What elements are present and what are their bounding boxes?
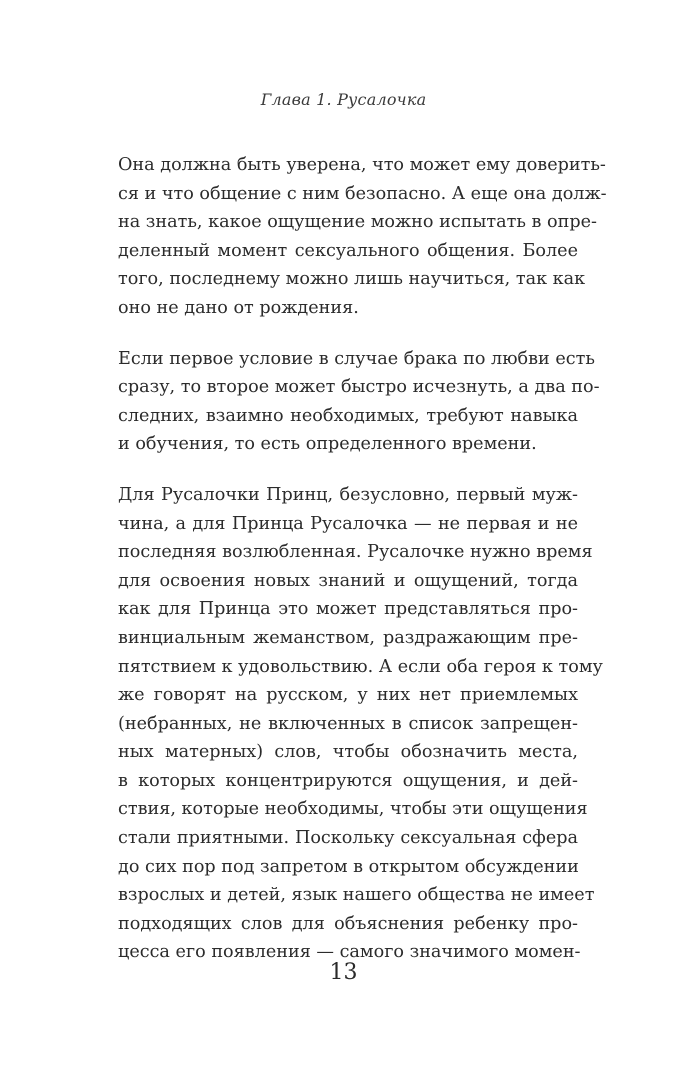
running-head: Глава 1. Русалочка bbox=[260, 90, 427, 109]
text-line: и обучения, то есть определенного времени. bbox=[118, 434, 537, 455]
text-line: ся и что общение с ним безопасно. А еще она долж- bbox=[118, 183, 607, 204]
text-line: как для Принца это может представляться про- bbox=[118, 599, 578, 620]
text-line: пятствием к удовольствию. А если оба героя к тому bbox=[118, 656, 603, 677]
text-line: последняя возлюбленная. Русалочке нужно время bbox=[118, 542, 593, 563]
text-line: взрослых и детей, язык нашего общества не имеет bbox=[118, 885, 595, 906]
text-line: ствия, которые необходимы, чтобы эти ощущения bbox=[118, 799, 588, 820]
text-line: цесса его появления — самого значимого момен- bbox=[118, 942, 581, 963]
text-line: оно не дано от рождения. bbox=[118, 297, 359, 318]
page-number: 13 bbox=[329, 960, 358, 985]
text-line: подходящих слов для объяснения ребенку про- bbox=[118, 913, 578, 934]
text-line: стали приятными. Поскольку сексуальная сфера bbox=[118, 828, 578, 849]
text-line: Для Русалочки Принц, безусловно, первый муж- bbox=[118, 484, 578, 505]
paragraph-1 bbox=[118, 151, 607, 323]
paragraph-2 bbox=[118, 345, 600, 459]
text-line: в которых концентрируются ощущения, и дей- bbox=[118, 770, 578, 791]
text-line: сразу, то второе может быстро исчезнуть, а два по- bbox=[118, 377, 600, 398]
text-line: (небранных, не включенных в список запрещен- bbox=[118, 713, 578, 734]
text-line: же говорят на русском, у них нет приемлемых bbox=[118, 685, 578, 706]
text-line: винциальным жеманством, раздражающим пре- bbox=[118, 627, 578, 648]
text-line: Если первое условие в случае брака по любви есть bbox=[118, 348, 595, 369]
text-line: для освоения новых знаний и ощущений, тогда bbox=[118, 570, 578, 591]
text-line: ных матерных) слов, чтобы обозначить места, bbox=[118, 742, 578, 763]
text-line: до сих пор под запретом в открытом обсуждении bbox=[118, 856, 579, 877]
text-line: следних, взаимно необходимых, требуют навыка bbox=[118, 405, 578, 426]
text-line: деленный момент сексуального общения. Более bbox=[118, 240, 578, 261]
text-line: того, последнему можно лишь научиться, так как bbox=[118, 269, 586, 290]
text-line: на знать, какое ощущение можно испытать в опре- bbox=[118, 212, 597, 233]
text-line: Она должна быть уверена, что может ему доверить- bbox=[118, 155, 606, 175]
text-line: чина, а для Принца Русалочка — не первая и не bbox=[118, 513, 578, 534]
paragraph-3 bbox=[118, 481, 603, 967]
body-text bbox=[118, 151, 607, 989]
